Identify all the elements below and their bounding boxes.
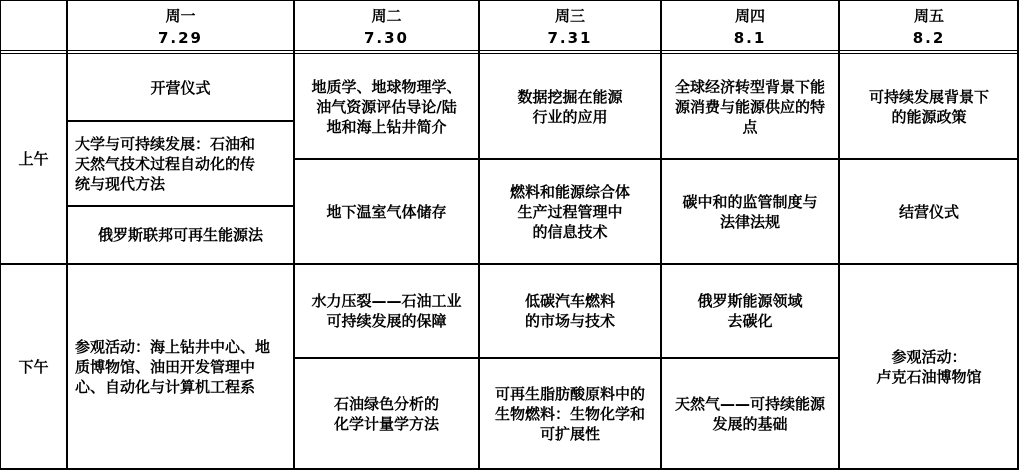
grid-line xyxy=(660,0,662,470)
grid-line xyxy=(66,0,68,470)
period-morning-label: 上午 xyxy=(18,150,49,168)
day-date: 7.31 xyxy=(547,29,593,47)
grid-line xyxy=(0,0,1019,1)
header-day-mon xyxy=(67,0,294,54)
day-date: 7.30 xyxy=(363,29,409,47)
session-thu-m1 xyxy=(661,54,839,159)
session-tue-m1 xyxy=(294,54,479,159)
header-day-fri xyxy=(839,0,1019,54)
header-day-wed xyxy=(479,0,661,54)
session-title: 燃料和能源综合体 生产过程管理中 的信息技术 xyxy=(509,182,630,241)
grid-line xyxy=(838,0,840,470)
header-day-tue xyxy=(294,0,479,54)
session-title: 开营仪式 xyxy=(150,78,211,97)
session-fri-a1 xyxy=(839,264,1019,470)
session-title: 全球经济转型背景下能 源消费与能源供应的特 点 xyxy=(674,77,825,136)
session-title: 低碳汽车燃料 的市场与技术 xyxy=(524,292,615,330)
period-morning xyxy=(0,54,67,264)
session-title: 参观活动：海上钻井中心、地 质博物馆、油田开发管理中 心、自动化与计算机工程系 xyxy=(75,338,271,396)
session-mon-a1 xyxy=(67,264,294,470)
session-thu-a1 xyxy=(661,264,839,358)
session-mon-m3 xyxy=(67,206,294,264)
grid-line xyxy=(67,205,294,207)
grid-line xyxy=(294,357,839,359)
day-name: 周一 xyxy=(165,7,196,25)
session-title: 碳中和的监管制度与 法律法规 xyxy=(682,192,818,231)
session-title: 结营仪式 xyxy=(898,202,959,221)
grid-line xyxy=(478,0,480,470)
day-name: 周二 xyxy=(371,7,402,25)
session-tue-a2 xyxy=(294,358,479,470)
day-name: 周五 xyxy=(913,7,944,25)
session-mon-m2 xyxy=(67,121,294,206)
session-title: 石油绿色分析的 化学计量学方法 xyxy=(333,395,439,433)
grid-line xyxy=(293,0,295,470)
header-corner xyxy=(0,0,67,54)
session-mon-m1 xyxy=(67,54,294,121)
session-title: 数据挖掘在能源 行业的应用 xyxy=(517,87,623,126)
grid-line xyxy=(294,158,1019,160)
day-name: 周三 xyxy=(554,7,585,25)
grid-line xyxy=(67,120,294,122)
session-wed-m1 xyxy=(479,54,661,159)
day-date: 7.29 xyxy=(157,29,203,47)
session-fri-m1 xyxy=(839,54,1019,159)
day-date: 8.1 xyxy=(733,29,767,47)
session-title: 地质学、地球物理学、 油气资源评估导论/陆 地和海上钻井简介 xyxy=(311,77,462,136)
session-title: 大学与可持续发展：石油和 天然气技术过程自动化的传 统与现代方法 xyxy=(75,134,256,193)
session-title: 地下温室气体储存 xyxy=(326,202,447,221)
session-thu-a2 xyxy=(661,358,839,470)
session-title: 俄罗斯联邦可再生能源法 xyxy=(97,226,263,244)
grid-line xyxy=(0,50,1019,51)
session-title: 俄罗斯能源领域 去碳化 xyxy=(697,292,803,330)
session-tue-m2 xyxy=(294,159,479,264)
grid-line xyxy=(0,0,1,470)
day-date: 8.2 xyxy=(912,29,946,47)
session-tue-a1 xyxy=(294,264,479,358)
day-name: 周四 xyxy=(734,7,765,25)
period-afternoon-label: 下午 xyxy=(18,358,49,376)
session-fri-m2 xyxy=(839,159,1019,264)
session-title: 参观活动： 卢克石油博物馆 xyxy=(876,348,982,386)
grid-line xyxy=(0,53,1019,54)
session-title: 可持续发展背景下 的能源政策 xyxy=(868,87,989,126)
period-afternoon xyxy=(0,264,67,470)
session-thu-m2 xyxy=(661,159,839,264)
session-wed-a1 xyxy=(479,264,661,358)
session-title: 水力压裂——石油工业 可持续发展的保障 xyxy=(311,292,462,330)
grid-line xyxy=(0,263,1019,265)
session-title: 可再生脂肪酸原料中的 生物燃料：生物化学和 可扩展性 xyxy=(494,385,645,443)
header-day-thu xyxy=(661,0,839,54)
session-title: 天然气——可持续能源 发展的基础 xyxy=(674,395,825,433)
session-wed-m2 xyxy=(479,159,661,264)
session-wed-a2 xyxy=(479,358,661,470)
